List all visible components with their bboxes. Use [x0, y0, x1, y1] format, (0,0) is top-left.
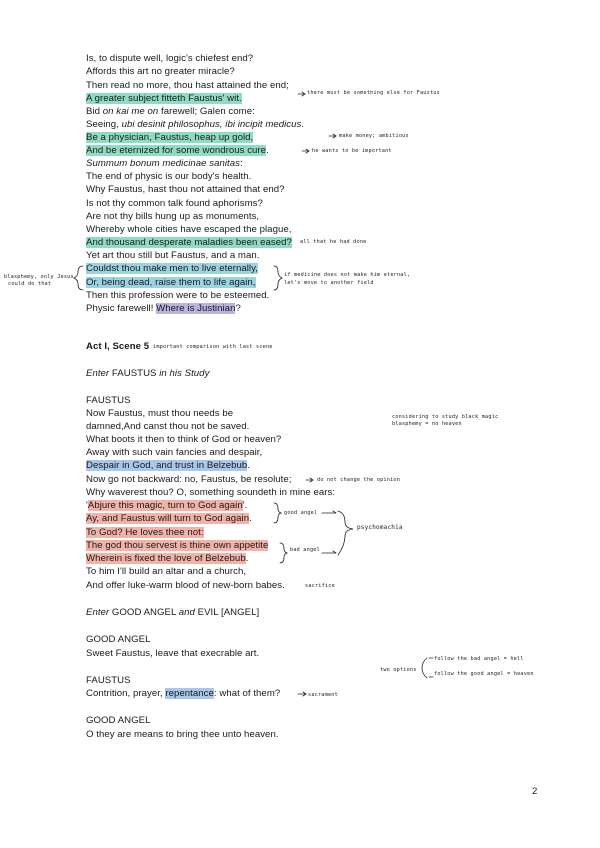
arrow-icon: [322, 511, 336, 513]
italic-span: ubi desinit philosophus, ibi incipit medicus: [121, 119, 302, 130]
italic-span: Enter: [86, 368, 110, 379]
text-line: Yet art thou still but Faustus, and a man.: [86, 250, 260, 261]
arrow-icon: [322, 551, 336, 553]
text-span: .: [266, 145, 269, 156]
page-number: 2: [532, 786, 538, 797]
note-text: sacrament: [308, 692, 338, 698]
right-brace-icon: [338, 511, 353, 555]
text-line: Away with such vain fancies and despair,: [86, 447, 263, 458]
italic-span: on kai me on: [102, 106, 159, 117]
note-text: there must be something else for Faustus: [307, 90, 440, 96]
note-text: he wants to be important: [312, 148, 392, 154]
text-line: The end of physic is our body's health.: [86, 171, 252, 182]
text-span: farewell; Galen come:: [158, 106, 255, 117]
note-text: make money; ambitious: [339, 133, 409, 139]
text-line: Is, to dispute well, logic's chiefest end?: [86, 53, 254, 64]
right-brace-icon: [274, 503, 281, 523]
text-span: FAUSTUS: [109, 368, 160, 379]
note-text: if medicine does not make him eternal,: [284, 272, 411, 278]
speaker-name: GOOD ANGEL: [86, 715, 151, 726]
note-text: blasphemy, only Jesus: [4, 274, 74, 280]
text-span: ?: [235, 303, 241, 314]
highlight-teal: Couldst thou make men to live eternally,: [86, 263, 258, 274]
highlight-pink: The god thou servest is thine own appetite: [86, 540, 269, 551]
note-text: could do that: [8, 281, 52, 287]
text-line: Now go not backward: no, Faustus, be resolute;: [86, 474, 292, 485]
note-text: follow the good angel = heaven: [434, 671, 534, 677]
text-line: Why waverest thou? O, something soundeth in mine ears:: [86, 487, 336, 498]
speaker-name: GOOD ANGEL: [86, 634, 151, 645]
highlight-green: Be a physician, Faustus, heap up gold,: [86, 132, 254, 143]
text-span: EVIL [ANGEL]: [194, 607, 260, 618]
text-line: To him I'll build an altar and a church,: [86, 566, 247, 577]
note-text: two options: [380, 667, 417, 673]
text-span: .: [301, 119, 305, 130]
text-span: Bid: [86, 106, 103, 117]
text-line: And offer luke-warm blood of new-born babes.: [86, 580, 285, 591]
text-line: damned,And canst thou not be saved.: [86, 421, 250, 432]
highlight-pink: Wherein is fixed the love of Belzebub: [86, 553, 246, 564]
text-span: :: [240, 158, 243, 169]
right-brace-icon: [280, 543, 287, 563]
arrow-icon: [306, 478, 313, 482]
text-line: Whereby whole cities have escaped the plague,: [86, 224, 292, 235]
highlight-green: And be eternized for some wondrous cure: [86, 145, 267, 156]
right-brace-icon: [274, 266, 282, 290]
arrow-icon: [298, 92, 305, 96]
speaker-name: FAUSTUS: [86, 395, 131, 406]
text-line: What boots it then to think of God or heaven?: [86, 434, 282, 445]
highlight-purple: Where is Justinian: [156, 303, 236, 314]
arrow-icon: [429, 658, 433, 677]
note-text: blasphemy = no heaven: [392, 421, 462, 427]
highlight-green: A greater subject fitteth Faustus' wit.: [86, 93, 242, 104]
text-line: Then read no more, thou hast attained the end;: [86, 80, 289, 91]
text-line: O they are means to bring thee unto heaven.: [86, 729, 279, 740]
text-span: Contrition, prayer,: [86, 688, 166, 699]
text-line: Are not thy bills hung up as monuments,: [86, 211, 260, 222]
text-span: : what of them?: [213, 688, 281, 699]
note-text: let's move to another field: [284, 280, 374, 286]
text-span: ': [86, 500, 88, 511]
arrow-icon: [329, 134, 336, 138]
italic-span: and: [178, 607, 195, 618]
text-span: '.: [242, 500, 248, 511]
italic-span: Summum bonum medicinae sanitas: [86, 158, 241, 169]
italic-span: in his Study: [159, 368, 210, 379]
text-line: Now Faustus, must thou needs be: [86, 408, 234, 419]
text-span: .: [247, 460, 251, 471]
scene-heading: Act I, Scene 5: [86, 341, 150, 352]
highlight-pink: Ay, and Faustus will turn to God again: [86, 513, 250, 524]
text-span: .: [245, 553, 249, 564]
text-line: Is not thy common talk found aphorisms?: [86, 198, 263, 209]
text-span: .: [249, 513, 252, 524]
highlight-teal: Or, being dead, raise them to life again,: [86, 277, 256, 288]
note-text: follow the bad angel = hell: [434, 656, 524, 662]
text-span: Physic farewell!: [86, 303, 157, 314]
handwritten-note: important comparison with last scene: [153, 344, 273, 350]
note-text: good angel: [284, 510, 318, 516]
arrow-icon: [302, 149, 309, 153]
note-text: sacrifice: [305, 583, 335, 589]
arrow-icon: [298, 692, 306, 696]
note-text: do not change the opinion: [317, 477, 401, 483]
note-text: all that he had done: [300, 239, 367, 245]
highlight-blue: repentance: [165, 688, 214, 699]
text-line: Then this profession were to be esteemed.: [86, 290, 270, 301]
note-text: bad angel: [290, 547, 320, 553]
text-line: Sweet Faustus, leave that execrable art.: [86, 648, 260, 659]
note-text: considering to study black magic: [392, 414, 499, 420]
text-span: GOOD ANGEL: [109, 607, 179, 618]
highlight-pink: To God? He loves thee not:: [86, 527, 204, 538]
text-line: Affords this art no greater miracle?: [86, 66, 235, 77]
text-span: Seeing,: [86, 119, 122, 130]
left-brace-icon: [422, 658, 427, 678]
speaker-name: FAUSTUS: [86, 675, 131, 686]
highlight-green: And thousand desperate maladies been eased?: [86, 237, 292, 248]
highlight-pink: Abjure this magic, turn to God again: [87, 500, 243, 511]
left-brace-icon: [74, 266, 83, 290]
highlight-blue: Despair in God, and trust in Belzebub: [86, 460, 248, 471]
note-text: psychomachia: [357, 524, 403, 531]
italic-span: Enter: [86, 607, 110, 618]
text-line: Why Faustus, hast thou not attained that end?: [86, 184, 285, 195]
